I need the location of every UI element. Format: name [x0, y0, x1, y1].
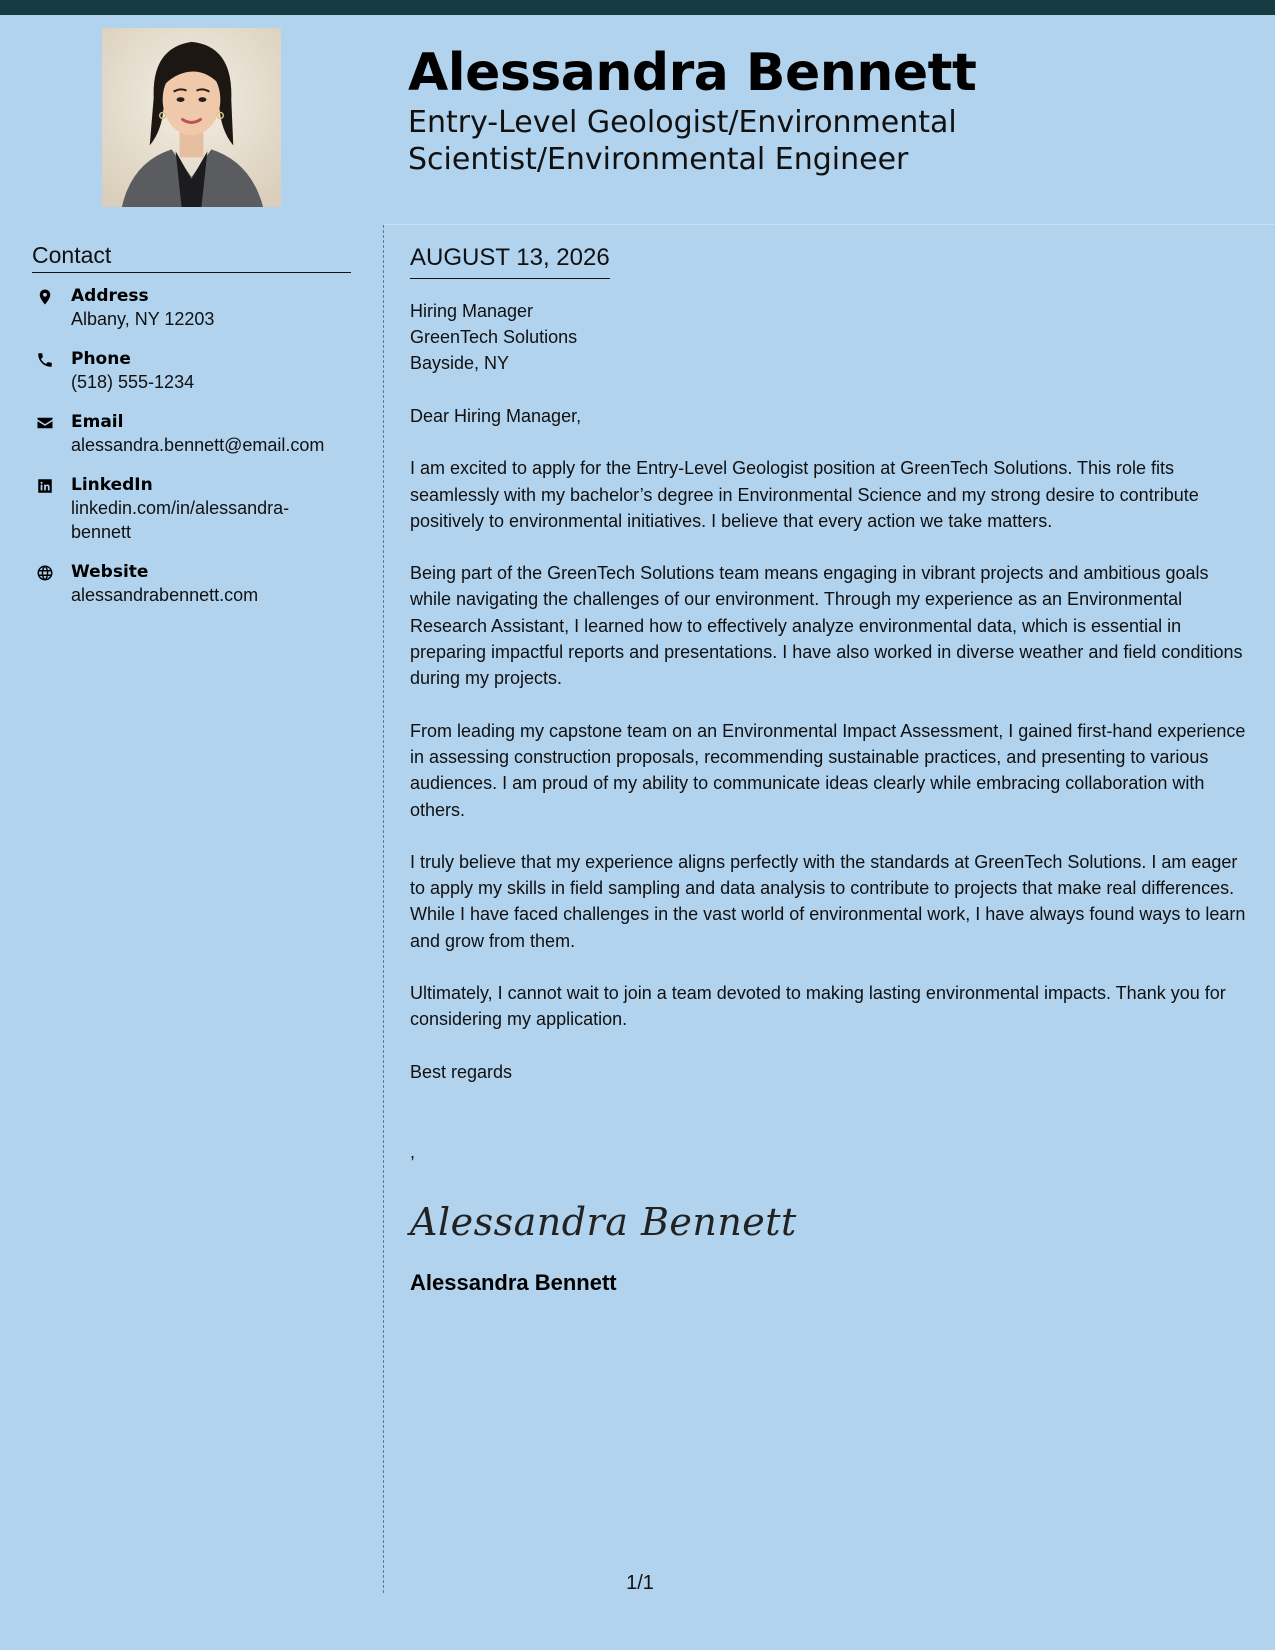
linkedin-icon: [35, 476, 55, 496]
map-pin-icon: [35, 287, 55, 307]
letter-paragraph: I am excited to apply for the Entry-Level Geologist position at GreenTech Solutions. This role fits seamlessly with my bachelor’s degree in Environmental Science and my strong desire to contribute positively to environmental initiatives. I believe that every action we take matters.: [410, 458, 1199, 531]
contact-value: Albany, NY 12203: [71, 309, 215, 329]
contact-value[interactable]: linkedin.com/in/alessandra-bennett: [71, 498, 290, 542]
contact-value[interactable]: alessandra.bennett@email.com: [71, 435, 325, 455]
contact-item-phone: [32, 348, 362, 394]
avatar: [102, 28, 281, 207]
contact-list: [32, 285, 362, 624]
contact-label: Phone: [71, 349, 131, 369]
header-divider: [385, 224, 1275, 225]
contact-label: LinkedIn: [71, 475, 153, 495]
contact-item-website: [32, 561, 362, 607]
recipient-line: Hiring Manager: [410, 301, 534, 321]
contact-item-address: [32, 285, 362, 331]
recipient-line: Bayside, NY: [410, 353, 510, 373]
top-accent-bar: [0, 0, 1275, 15]
candidate-name: Alessandra Bennett: [408, 43, 977, 103]
globe-icon: [35, 563, 55, 583]
signer-name: Alessandra Bennett: [410, 1269, 617, 1295]
page-number: 1/1: [626, 1572, 654, 1594]
closing-comma: ,: [410, 1141, 416, 1162]
letter-paragraph: I truly believe that my experience aligns perfectly with the standards at GreenTech Solutions. I am eager to apply my skills in field sampling and data analysis to contribute to projects that make real differences. While I have faced challenges in the vast world of environmental work, I have always found ways to learn and grow from them.: [410, 851, 1246, 951]
recipient-block: [410, 298, 1252, 376]
contact-label: Website: [71, 562, 149, 582]
handwritten-signature: Alessandra Bennett: [410, 1199, 797, 1244]
letter-paragraph: From leading my capstone team on an Environmental Impact Assessment, I gained first-hand experience in assessing construction proposals, recommending sustainable practices, and presenting to various audiences. I am proud of my ability to communicate ideas clearly while embracing collaboration with others.: [410, 720, 1246, 820]
contact-value[interactable]: alessandrabennett.com: [71, 585, 259, 605]
profile-photo: [102, 28, 281, 207]
contact-heading: Contact: [32, 241, 351, 273]
letter-paragraph: Being part of the GreenTech Solutions team means engaging in vibrant projects and ambitious goals while navigating the challenges of our environment. Through my experience as an Environmental Research Assistant, I learned how to effectively analyze environmental data, which is essential in preparing impactful reports and presentations. I have also worked in diverse weather and field conditions during my projects.: [410, 563, 1243, 689]
closing: Best regards: [410, 1061, 513, 1082]
envelope-icon: [35, 413, 55, 433]
contact-label: Email: [71, 412, 124, 432]
contact-label: Address: [71, 286, 149, 306]
job-title: Entry-Level Geologist/Environmental Scientist/Environmental Engineer: [408, 105, 957, 177]
contact-item-linkedin: [32, 474, 362, 544]
column-divider: [383, 225, 384, 1593]
recipient-line: GreenTech Solutions: [410, 327, 578, 347]
contact-item-email: [32, 411, 362, 457]
salutation: Dear Hiring Manager,: [410, 406, 582, 426]
letter-date: AUGUST 13, 2026: [410, 243, 610, 279]
letter-paragraph: Ultimately, I cannot wait to join a team devoted to making lasting environmental impacts. Thank you for considering my application.: [410, 983, 1226, 1030]
letter-body: [410, 243, 1252, 1297]
phone-icon: [35, 350, 55, 370]
contact-value: (518) 555-1234: [71, 372, 195, 392]
